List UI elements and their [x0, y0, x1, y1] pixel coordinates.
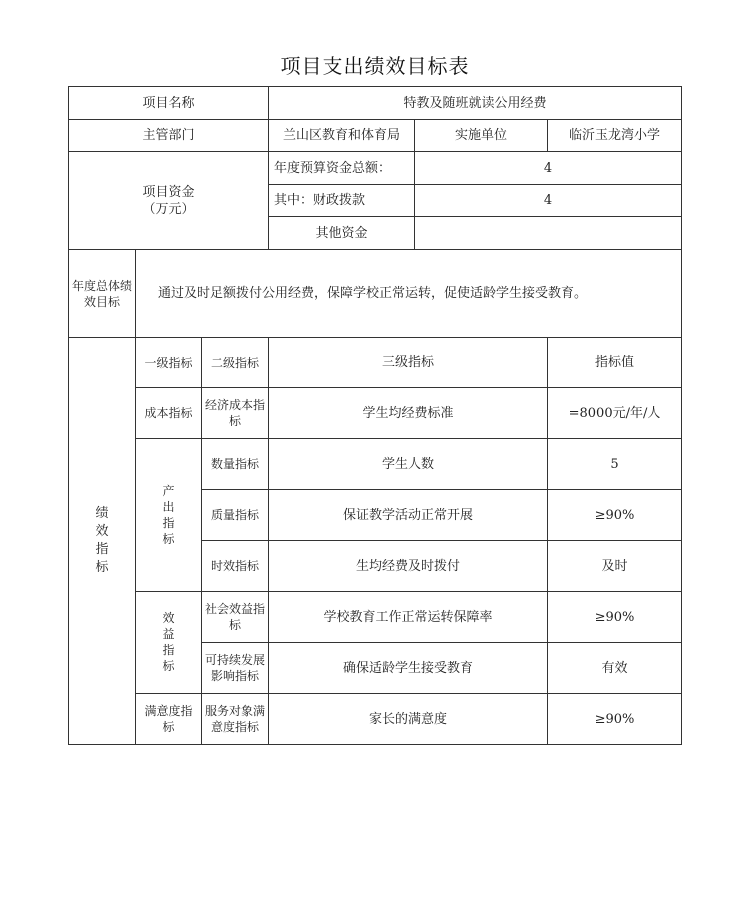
header-level1: 一级指标: [136, 338, 202, 388]
dept-value: 兰山区教育和体育局: [269, 120, 415, 152]
row-indicator-header: [69, 338, 682, 388]
header-level3: 三级指标: [269, 338, 548, 388]
output-level3: 保证教学活动正常开展: [269, 490, 548, 541]
dept-label: 主管部门: [69, 120, 269, 152]
satisfaction-level2: 服务对象满意度指标: [202, 694, 269, 745]
other-funds-label: 其他资金: [269, 217, 415, 250]
row-annual-goal: [69, 250, 682, 338]
output-level1: [136, 439, 202, 592]
row-department: [69, 120, 682, 152]
funds-label-line2: （万元）: [142, 201, 195, 217]
row-project-name: [69, 87, 682, 120]
row-cost: [69, 388, 682, 439]
satisfaction-value: ≥90%: [548, 694, 682, 745]
benefit-level1-text: 效益指标: [162, 611, 175, 673]
cost-value: =8000元/年/人: [548, 388, 682, 439]
row-funds-total: [69, 152, 682, 185]
benefit-level2: 可持续发展影响指标: [202, 643, 269, 694]
cost-level1: 成本指标: [136, 388, 202, 439]
cost-level3: 学生均经费标准: [269, 388, 548, 439]
impl-label: 实施单位: [415, 120, 548, 152]
table-row: [69, 439, 682, 490]
table-row: [69, 694, 682, 745]
fiscal-label: 其中：财政拨款: [269, 185, 415, 217]
output-level2: 时效指标: [202, 541, 269, 592]
project-name-label: 项目名称: [69, 87, 269, 120]
output-value: 及时: [548, 541, 682, 592]
benefit-level2: 社会效益指标: [202, 592, 269, 643]
output-level3: 学生人数: [269, 439, 548, 490]
indicators-section-label: [69, 338, 136, 745]
benefit-level1: [136, 592, 202, 694]
satisfaction-level1: 满意度指标: [136, 694, 202, 745]
benefit-level3: 学校教育工作正常运转保障率: [269, 592, 548, 643]
header-level2: 二级指标: [202, 338, 269, 388]
output-value: ≥90%: [548, 490, 682, 541]
table-row: [69, 592, 682, 643]
cost-level2: 经济成本指标: [202, 388, 269, 439]
benefit-level3: 确保适龄学生接受教育: [269, 643, 548, 694]
other-funds-value: [415, 217, 682, 250]
page-title: 项目支出绩效目标表: [280, 54, 470, 78]
benefit-value: 有效: [548, 643, 682, 694]
annual-goal-text: 通过及时足额拨付公用经费，保障学校正常运转，促使适龄学生接受教育。: [136, 250, 682, 338]
output-level2: 质量指标: [202, 490, 269, 541]
fiscal-value: 4: [415, 185, 682, 217]
header-value: 指标值: [548, 338, 682, 388]
output-level3: 生均经费及时拨付: [269, 541, 548, 592]
annual-goal-label: 年度总体绩效目标: [69, 250, 136, 338]
total-budget-value: 4: [415, 152, 682, 185]
performance-target-table: [68, 86, 682, 745]
funds-label-line1: 项目资金: [142, 184, 195, 200]
impl-value: 临沂玉龙湾小学: [548, 120, 682, 152]
benefit-value: ≥90%: [548, 592, 682, 643]
output-value: 5: [548, 439, 682, 490]
output-level1-text: 产出指标: [162, 483, 175, 546]
satisfaction-level3: 家长的满意度: [269, 694, 548, 745]
total-budget-label: 年度预算资金总额：: [269, 152, 415, 185]
project-name-value: 特教及随班就读公用经费: [269, 87, 682, 120]
output-level2: 数量指标: [202, 439, 269, 490]
funds-label: [69, 152, 269, 250]
indicators-section-text: 绩效指标: [95, 506, 109, 575]
